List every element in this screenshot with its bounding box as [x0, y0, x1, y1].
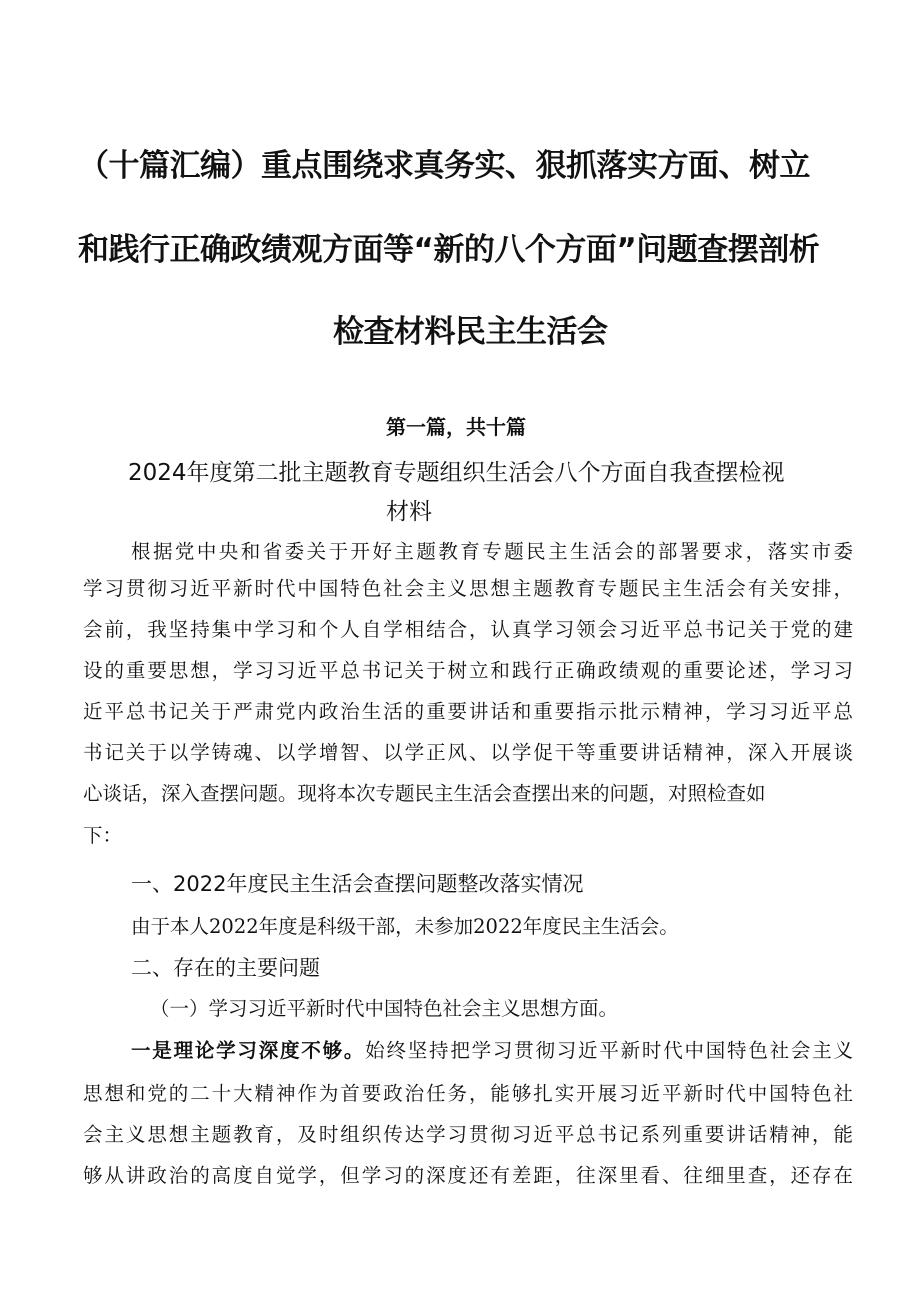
main-title-line-1: （十篇汇编）重点围绕求真务实、狠抓落实方面、树立 [78, 148, 810, 184]
doc-title-line-1: 2024年度第二批主题教育专题组织生活会八个方面自我查摆检视 [128, 460, 785, 486]
part-label: 第一篇，共十篇 [386, 415, 526, 439]
intro-line: 根据党中央和省委关于开好主题教育专题民主生活会的部署要求，落实市委 [131, 540, 853, 563]
section-1-text: 由于本人2022年度是科级干部，未参加2022年度民主生活会。 [131, 915, 679, 938]
intro-line: 会前，我坚持集中学习和个人自学相结合，认真学习领会习近平总书记关于党的建 [83, 618, 853, 641]
intro-line: 设的重要思想，学习习近平总书记关于树立和践行正确政绩观的重要论述，学习习 [83, 659, 853, 682]
doc-title-line-2: 材料 [386, 499, 432, 525]
section-1-heading: 一、2022年度民主生活会查摆问题整改落实情况 [131, 872, 584, 896]
section-2-heading: 二、存在的主要问题 [131, 956, 320, 980]
point-1-lead: 一是理论学习深度不够。 [131, 1039, 366, 1062]
intro-line: 下： [83, 824, 123, 847]
main-title-line-3: 检查材料民主生活会 [333, 314, 608, 350]
point-1-line: 够从讲政治的高度自觉学，但学习的深度还有差距，往深里看、往细里查，还存在 [83, 1164, 853, 1187]
point-1-line: 思想和党的二十大精神作为首要政治任务，能够扎实开展习近平新时代中国特色社 [83, 1082, 853, 1105]
point-1-text: 始终坚持把学习贯彻习近平新时代中国特色社会主义 [365, 1039, 853, 1062]
point-1-line: 会主义思想主题教育，及时组织传达学习贯彻习近平总书记系列重要讲话精神，能 [83, 1123, 853, 1146]
intro-line: 心谈话，深入查摆问题。现将本次专题民主生活会查摆出来的问题，对照检查如 [83, 782, 766, 805]
intro-line: 近平总书记关于严肃党内政治生活的重要讲话和重要指示批示精神，学习习近平总 [83, 700, 853, 723]
point-1-first-line [131, 1035, 853, 1063]
main-title-line-2: 和践行正确政绩观方面等“新的八个方面”问题查摆剖析 [78, 232, 820, 268]
intro-line: 学习贯彻习近平新时代中国特色社会主义思想主题教育专题民主生活会有关安排， [83, 577, 853, 600]
subsection-1-title: （一）学习习近平新时代中国特色社会主义思想方面。 [150, 997, 619, 1020]
intro-line: 书记关于以学铸魂、以学增智、以学正风、以学促干等重要讲话精神，深入开展谈 [83, 741, 853, 764]
